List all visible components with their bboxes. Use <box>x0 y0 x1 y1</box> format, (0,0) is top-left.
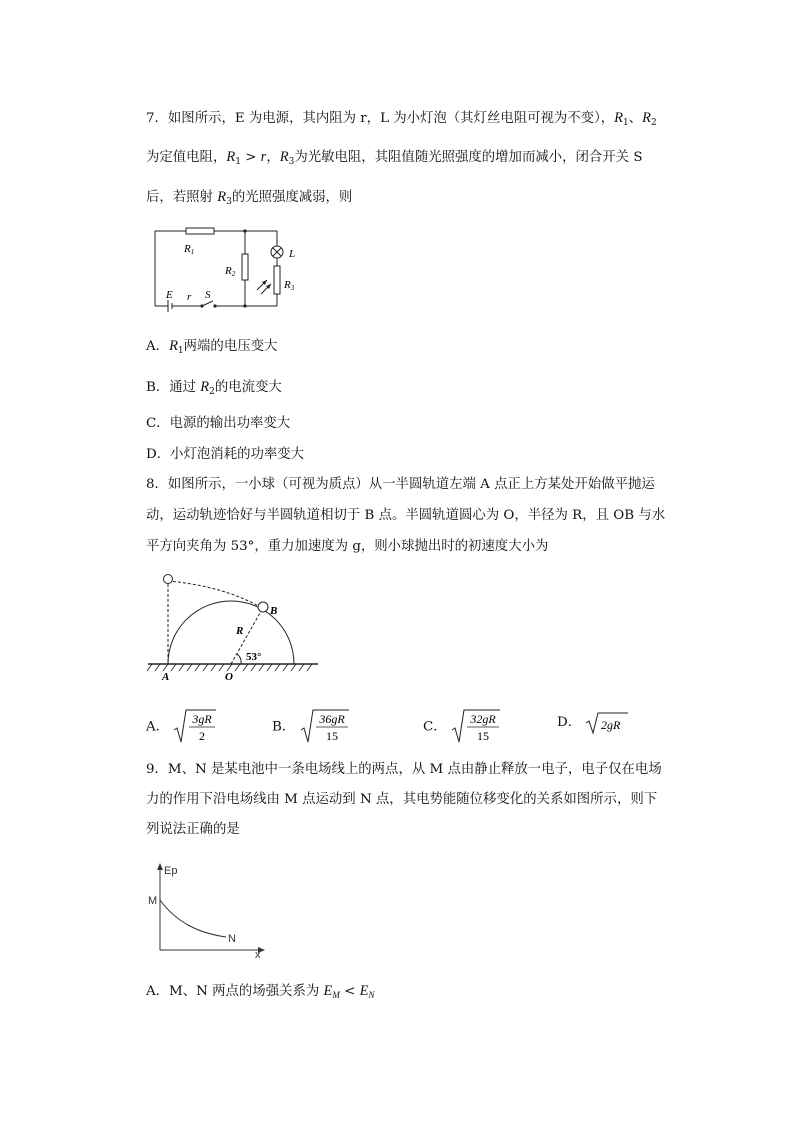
q8-option-b: B． 36gR 15 <box>272 708 350 746</box>
q9-line3: 列说法正确的是 <box>146 822 240 837</box>
label-R2: R2 <box>225 265 236 278</box>
q7-option-b: B．通过 $R_2$的电流变大 <box>146 379 282 397</box>
point-label-m: M <box>148 895 158 907</box>
q9-line1: 9．M、N 是某电池中一条电场线上的两点，从 M 点由静止释放一电子，电子仅在电场 <box>146 762 662 777</box>
svg-text:2: 2 <box>199 729 206 743</box>
label-angle: 53° <box>246 651 262 663</box>
q7-circuit-diagram <box>150 224 310 316</box>
q8-line3: 平方向夹角为 53°，重力加速度为 g，则小球抛出时的初速度大小为 <box>146 539 549 554</box>
q7-line3: 后，若照射 $R_3$的光照强度减弱，则 <box>146 189 353 207</box>
q8-option-d: D． 2gR <box>557 708 629 738</box>
point-label-n: N <box>228 933 236 945</box>
q7-line2: 为定值电阻，$R_1 > r$，$R_3$为光敏电阻，其阻值随光照强度的增加而减小，闭合开关 S <box>146 149 643 167</box>
sqrt-fraction-a <box>173 708 217 746</box>
q7-option-a: A．$R_1$两端的电压变大 <box>146 338 278 356</box>
q8-line1: 8．如图所示，一小球（可视为质点）从一半圆轨道左端 A 点正上方某处开始做平抛运 <box>146 477 655 492</box>
label-R: R <box>236 625 244 637</box>
q8-line2: 动，运动轨迹恰好与半圆轨道相切于 B 点。半圆轨道圆心为 O，半径为 R，且 OB 与水 <box>146 508 666 523</box>
axis-label-ep: Ep <box>164 865 178 877</box>
sqrt-d <box>585 711 629 735</box>
q7-option-c: C．电源的输出功率变大 <box>146 416 291 431</box>
q7-line1: 7．如图所示，E 为电源，其内阻为 r，L 为小灯泡（其灯丝电阻可视为不变），$R_1$、$R_2$ <box>146 110 657 128</box>
q9-line2: 力的作用下沿电场线由 M 点运动到 N 点，其电势能随位移变化的关系如图所示，则下 <box>146 792 658 807</box>
q7-option-d: D．小灯泡消耗的功率变大 <box>146 447 305 462</box>
label-A: A <box>162 671 170 683</box>
q9-option-a: A．M、N 两点的场强关系为 $E_M < E_N$ <box>146 983 375 1000</box>
q8-semicircle-diagram <box>146 568 326 683</box>
label-E: E <box>166 289 173 301</box>
svg-text:15: 15 <box>476 729 489 743</box>
svg-text:2gR: 2gR <box>601 717 621 732</box>
svg-text:36gR: 36gR <box>318 712 345 726</box>
label-O: O <box>225 671 233 683</box>
svg-text:3gR: 3gR <box>192 712 212 726</box>
label-R1: R1 <box>184 243 195 256</box>
label-R3: R3 <box>284 279 295 292</box>
svg-text:32gR: 32gR <box>470 712 496 726</box>
label-B: B <box>270 605 278 617</box>
sqrt-fraction-b <box>300 708 350 746</box>
svg-text:15: 15 <box>325 729 338 743</box>
label-L: L <box>289 248 296 260</box>
q9-ep-x-graph <box>146 860 271 960</box>
q8-option-c: C． 32gR 15 <box>423 708 501 746</box>
q8-option-a: A． 3gR 2 <box>146 708 217 746</box>
axis-label-x: x <box>255 949 261 961</box>
label-S: S <box>205 289 211 301</box>
sqrt-fraction-c <box>451 708 501 746</box>
label-r: r <box>187 291 192 303</box>
